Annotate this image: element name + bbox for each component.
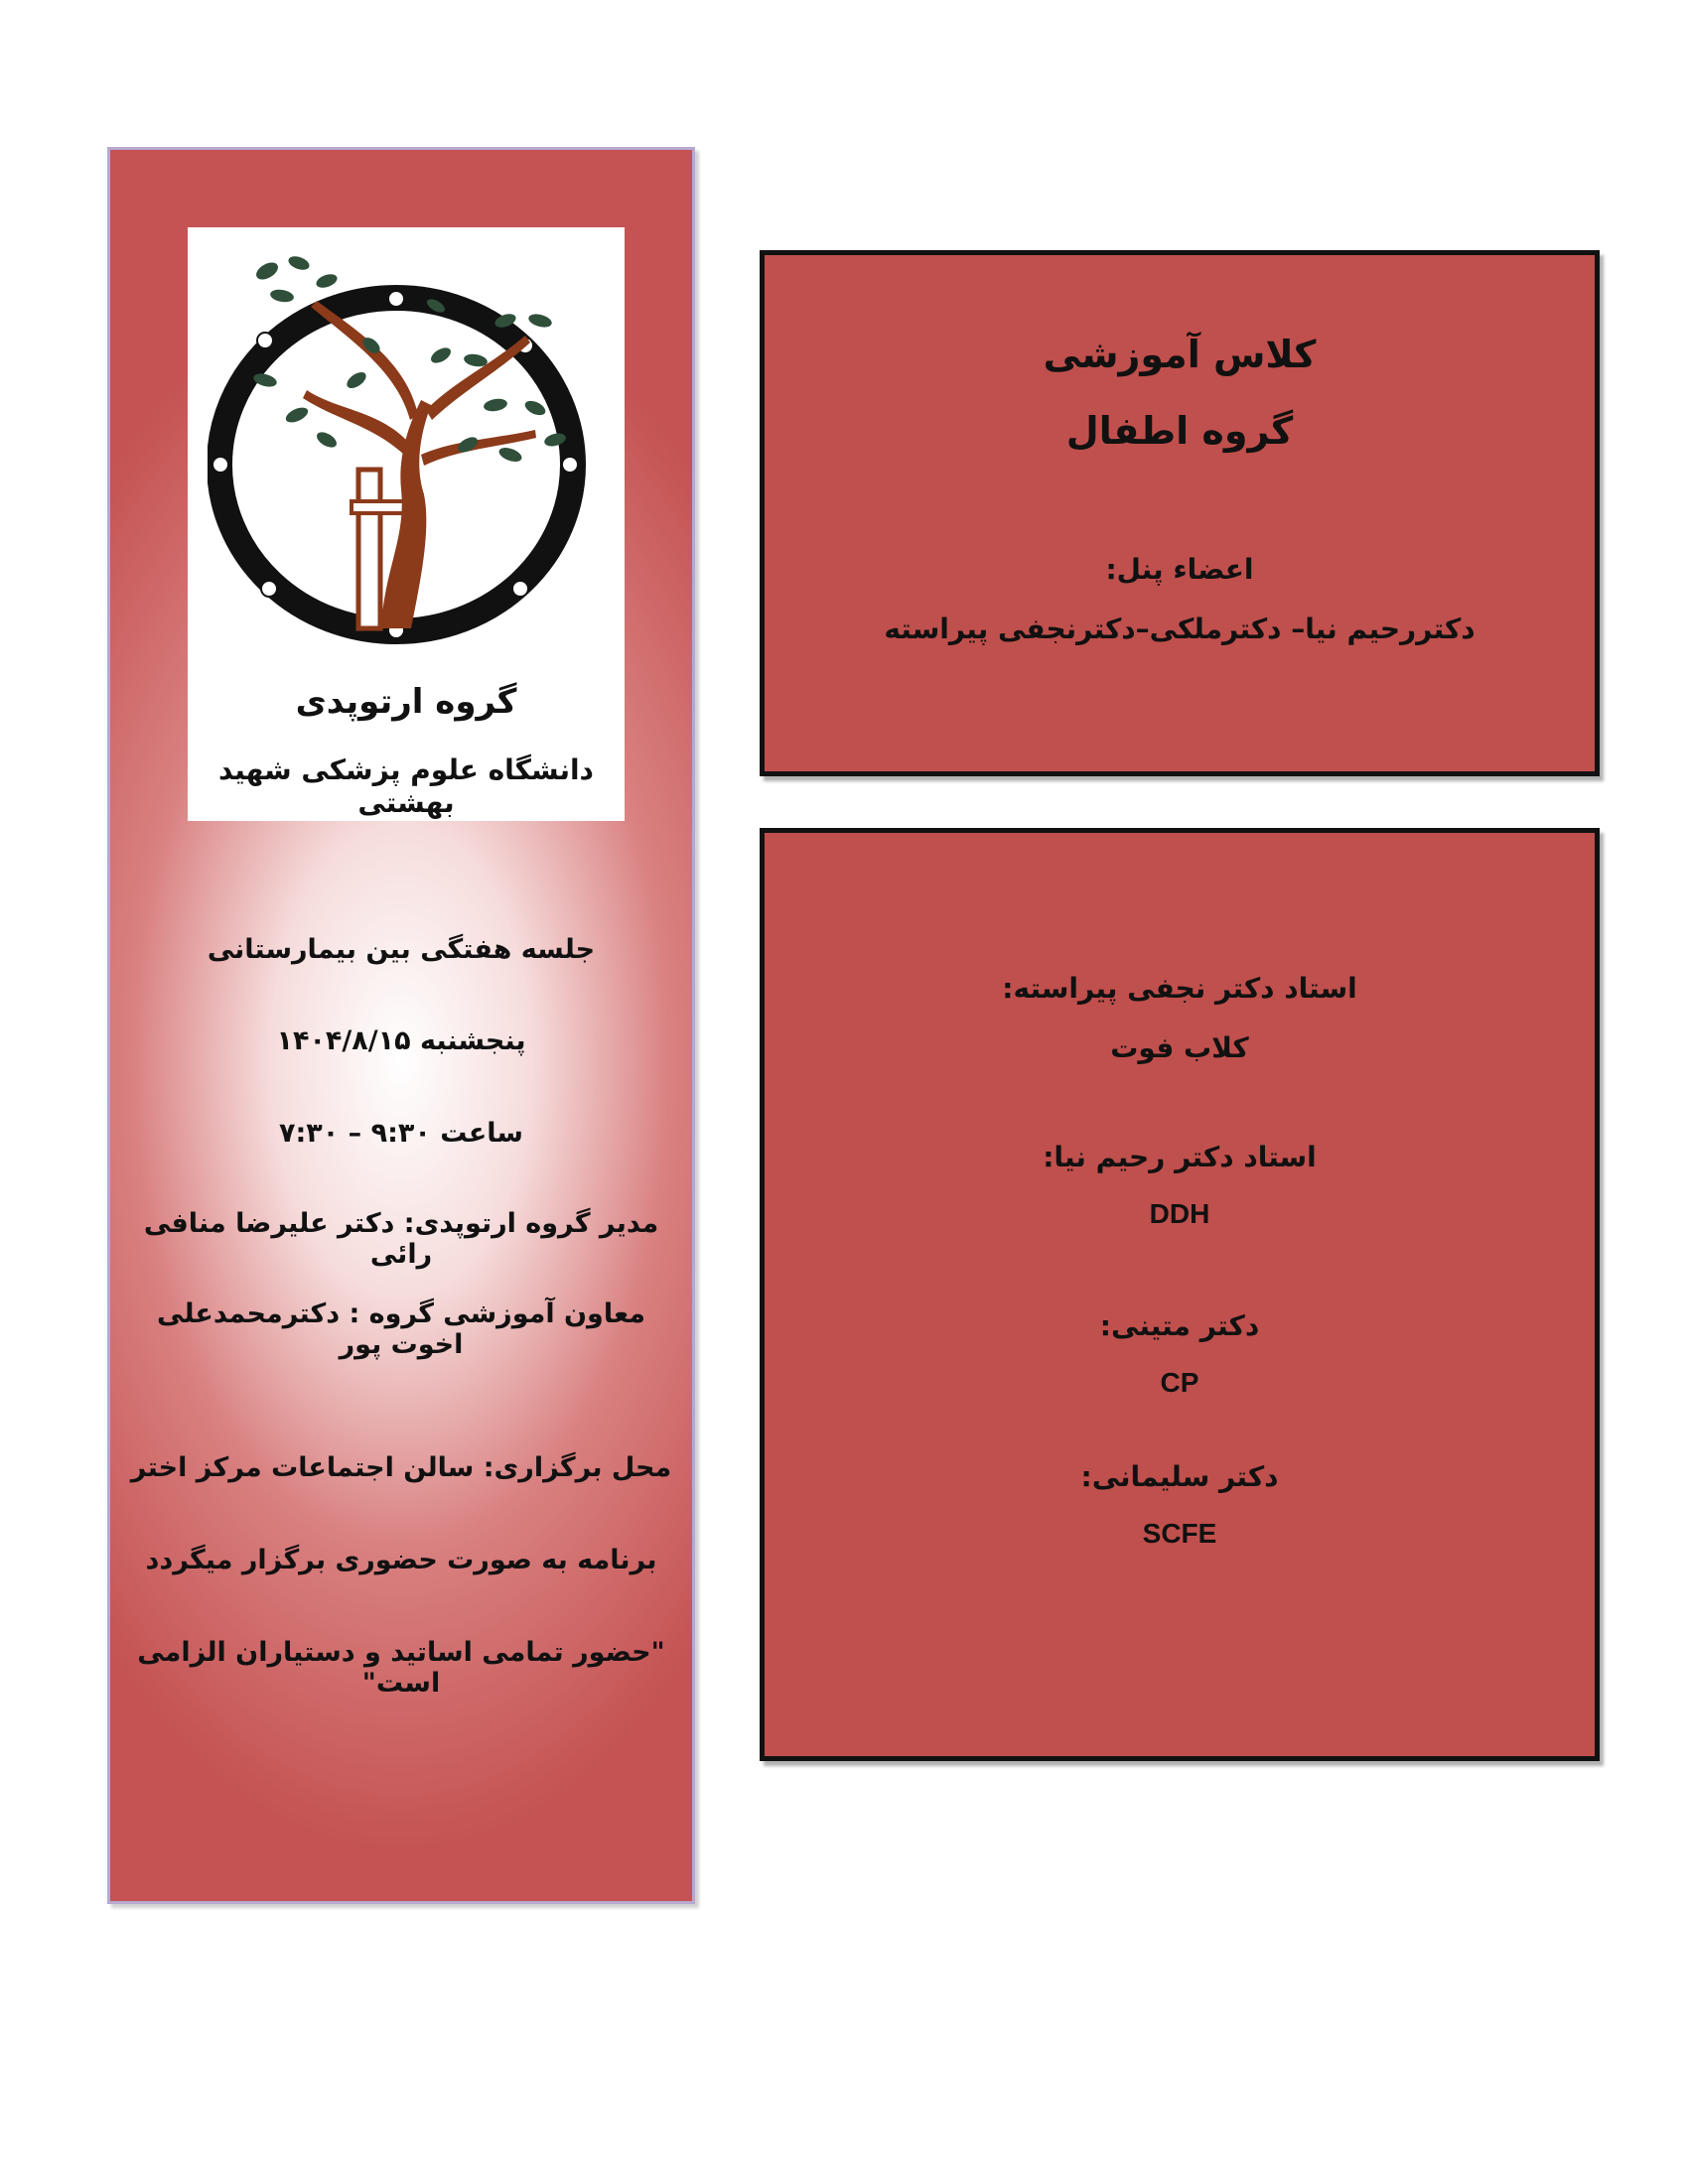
education-deputy: معاون آموزشی گروه : دکترمحمدعلی اخوت پور	[157, 1298, 645, 1360]
attendance-notice: "حضور تمامی اساتید و دستیاران الزامی است"	[137, 1637, 665, 1699]
speaker-name: دکتر متینی:	[1099, 1309, 1260, 1342]
speaker-topic: کلاب فوت	[1110, 1031, 1249, 1064]
class-info-panel	[760, 250, 1600, 776]
speaker-topic: DDH	[1149, 1198, 1210, 1229]
speaker-name: دکتر سلیمانی:	[1080, 1460, 1279, 1493]
class-title: کلاس آموزشی	[1043, 333, 1317, 376]
tree-seal-logo-icon	[208, 241, 605, 648]
speaker-topic: SCFE	[1142, 1518, 1217, 1549]
event-banner	[107, 147, 695, 1904]
meeting-title: جلسه هفتگی بین بیمارستانی	[207, 934, 596, 965]
panel-members: دکتررحیم نیا– دکترملکی–دکترنجفی پیراسته	[884, 613, 1476, 645]
meeting-time: ساعت ۹:۳۰ – ۷:۳۰	[279, 1118, 523, 1149]
org-subtitle: دانشگاه علوم پزشکی شهید بهشتی	[218, 753, 594, 819]
attendance-mode: برنامه به صورت حضوری برگزار میگردد	[145, 1545, 657, 1575]
org-title: گروه ارتوپدی	[295, 682, 517, 722]
meeting-date: پنجشنبه ۱۴۰۴/۸/۱۵	[276, 1025, 526, 1056]
speaker-topic: CP	[1160, 1367, 1199, 1398]
speakers-panel	[760, 828, 1600, 1761]
speaker-name: استاد دکتر رحیم نیا:	[1043, 1141, 1317, 1173]
logo-card	[188, 227, 625, 821]
speaker-name: استاد دکتر نجفی پیراسته:	[1002, 972, 1357, 1005]
venue: محل برگزاری: سالن اجتماعات مرکز اختر	[130, 1452, 672, 1483]
panel-members-label: اعضاء پنل:	[1105, 553, 1254, 586]
department-head: مدیر گروه ارتوپدی: دکتر علیرضا منافی رائی	[143, 1208, 659, 1270]
group-title: گروه اطفال	[1065, 409, 1294, 453]
